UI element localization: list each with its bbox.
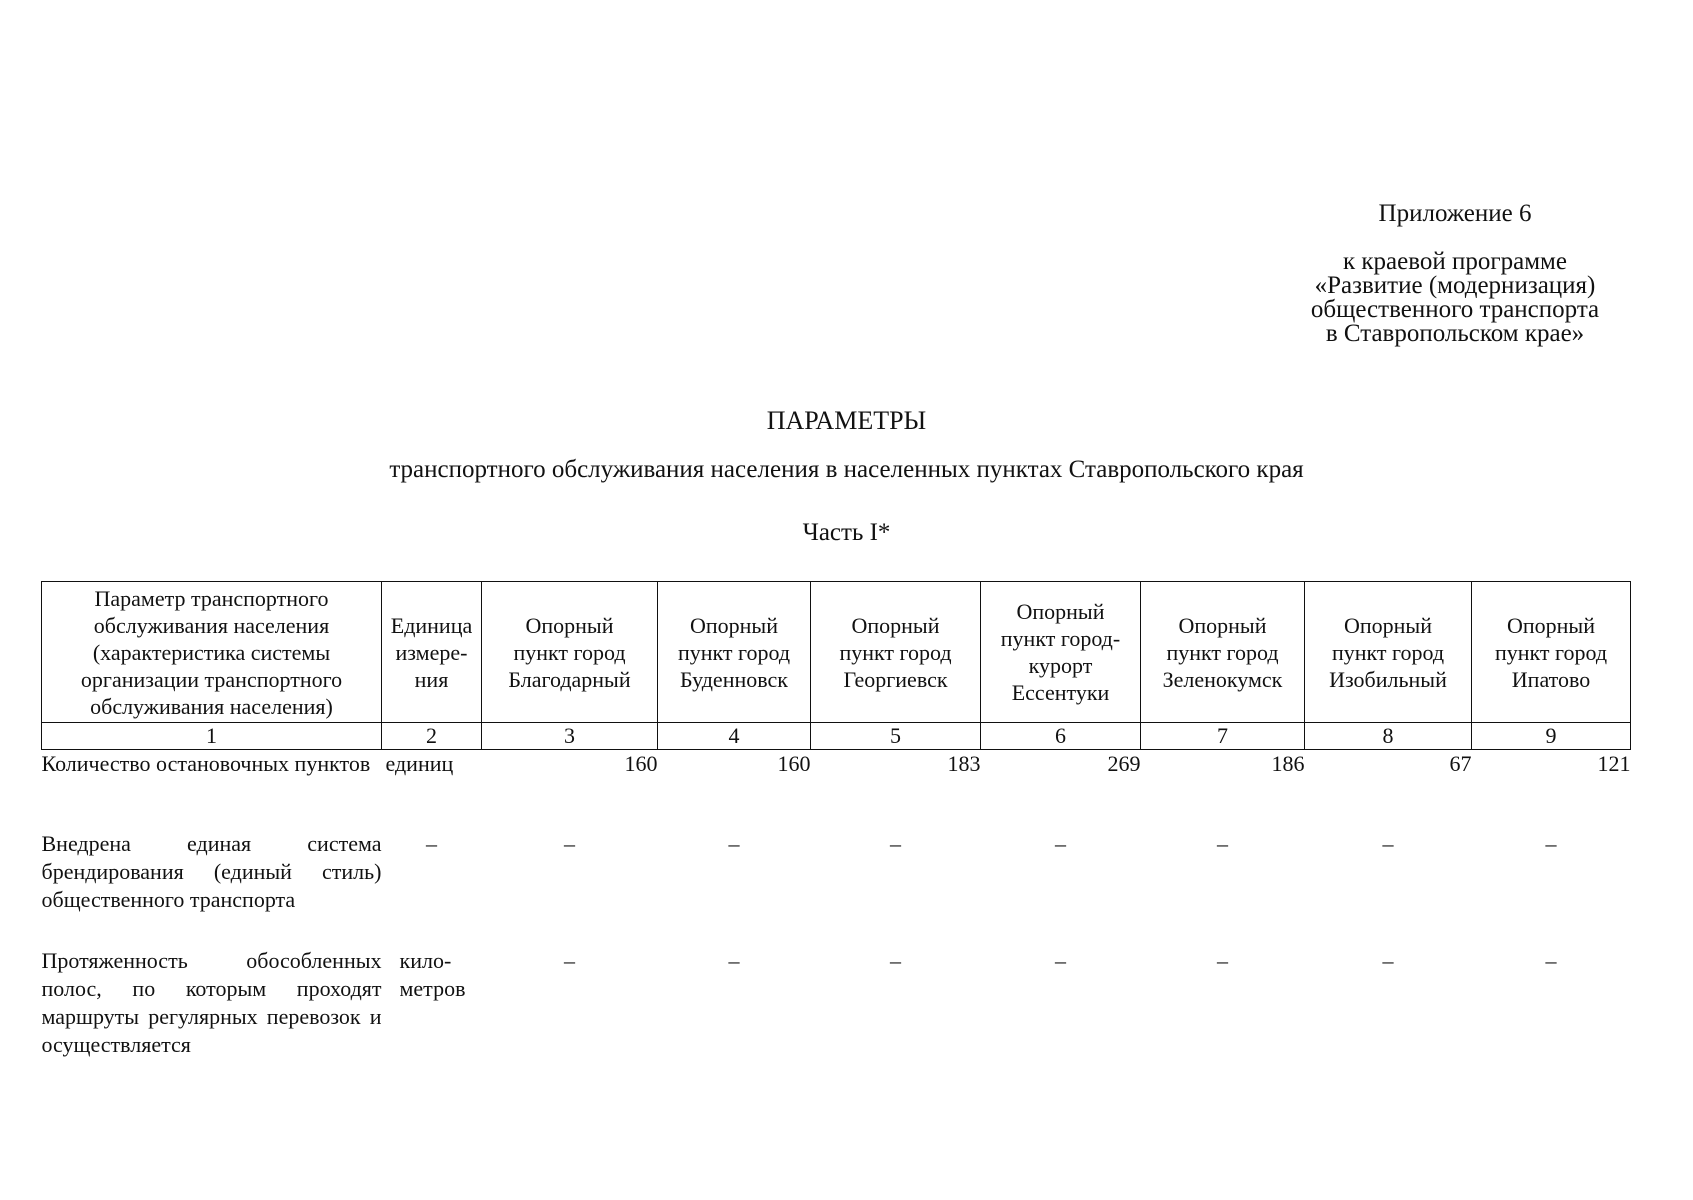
value-cell: – bbox=[728, 831, 740, 856]
table-row bbox=[42, 830, 1631, 947]
value-cell: – bbox=[1545, 948, 1557, 973]
program-line: «Развитие (модернизация) bbox=[1314, 272, 1596, 299]
program-line: в Ставропольском крае» bbox=[1325, 320, 1585, 347]
value-cell: 186 bbox=[1271, 751, 1305, 776]
table-row bbox=[42, 750, 1631, 831]
header-unit: Единица измере-ния bbox=[382, 582, 482, 723]
column-number: 9 bbox=[1472, 723, 1631, 750]
value-cell: – bbox=[564, 831, 575, 856]
header-budennovsk: Опорный пункт город Буденновск bbox=[658, 582, 811, 723]
value-cell: – bbox=[1055, 831, 1066, 856]
column-number: 5 bbox=[811, 723, 981, 750]
value-cell: – bbox=[1217, 948, 1228, 973]
column-number: 7 bbox=[1141, 723, 1305, 750]
value-cell: – bbox=[1382, 831, 1394, 856]
header-izobilny: Опорный пункт город Изобильный bbox=[1305, 582, 1472, 723]
value-cell: – bbox=[564, 948, 575, 973]
column-number: 4 bbox=[658, 723, 811, 750]
parameter-cell: Протяженность обособленных полос, по которым проходят маршруты регулярных перевозок и осуществляется bbox=[41, 948, 382, 1057]
value-cell: – bbox=[1055, 948, 1066, 973]
value-cell: – bbox=[890, 948, 901, 973]
unit-cell: кило-метров bbox=[399, 948, 466, 1001]
value-cell: – bbox=[1382, 948, 1394, 973]
program-line: к краевой программе bbox=[1343, 248, 1567, 275]
parameter-cell: Внедрена единая система брендирования (единый стиль) общественного транспорта bbox=[41, 831, 382, 912]
program-line: общественного транспорта bbox=[1310, 296, 1600, 323]
value-cell: 160 bbox=[624, 751, 658, 776]
unit-cell: – bbox=[426, 831, 437, 856]
value-cell: 121 bbox=[1597, 751, 1631, 776]
part-label: Часть I* bbox=[802, 519, 891, 546]
value-cell: 183 bbox=[947, 751, 981, 776]
value-cell: – bbox=[890, 831, 901, 856]
value-cell: 160 bbox=[777, 751, 811, 776]
appendix-label: Приложение 6 bbox=[1378, 200, 1532, 227]
column-number: 3 bbox=[482, 723, 658, 750]
parameters-table bbox=[41, 581, 1631, 1067]
header-blagodarny: Опорный пункт город Благодарный bbox=[482, 582, 658, 723]
header-georgievsk: Опорный пункт город Георгиевск bbox=[811, 582, 981, 723]
value-cell: – bbox=[1217, 831, 1228, 856]
value-cell: 269 bbox=[1107, 751, 1141, 776]
value-cell: – bbox=[1545, 831, 1557, 856]
column-number: 1 bbox=[42, 723, 382, 750]
value-cell: 67 bbox=[1449, 751, 1472, 776]
program-reference bbox=[1240, 250, 1670, 346]
document-title: ПАРАМЕТРЫ bbox=[766, 406, 927, 435]
unit-cell: единиц bbox=[385, 751, 454, 776]
document-subtitle: транспортного обслуживания населения в населенных пунктах Ставропольского края bbox=[389, 456, 1304, 483]
parameter-cell: Количество остановочных пунктов bbox=[41, 751, 371, 776]
column-number: 2 bbox=[382, 723, 482, 750]
column-number-row bbox=[42, 723, 1631, 750]
table-row bbox=[42, 947, 1631, 1067]
header-ipatovo: Опорный пункт город Ипатово bbox=[1472, 582, 1631, 723]
header-row bbox=[42, 582, 1631, 723]
header-zelenokumsk: Опорный пункт город Зеленокумск bbox=[1141, 582, 1305, 723]
column-number: 6 bbox=[981, 723, 1141, 750]
value-cell: – bbox=[728, 948, 740, 973]
header-essentuki: Опорный пункт город-курорт Ессентуки bbox=[981, 582, 1141, 723]
header-parameter: Параметр транспортного обслуживания населения (характеристика системы организации транспортного обслуживания населения) bbox=[42, 582, 382, 723]
column-number: 8 bbox=[1305, 723, 1472, 750]
